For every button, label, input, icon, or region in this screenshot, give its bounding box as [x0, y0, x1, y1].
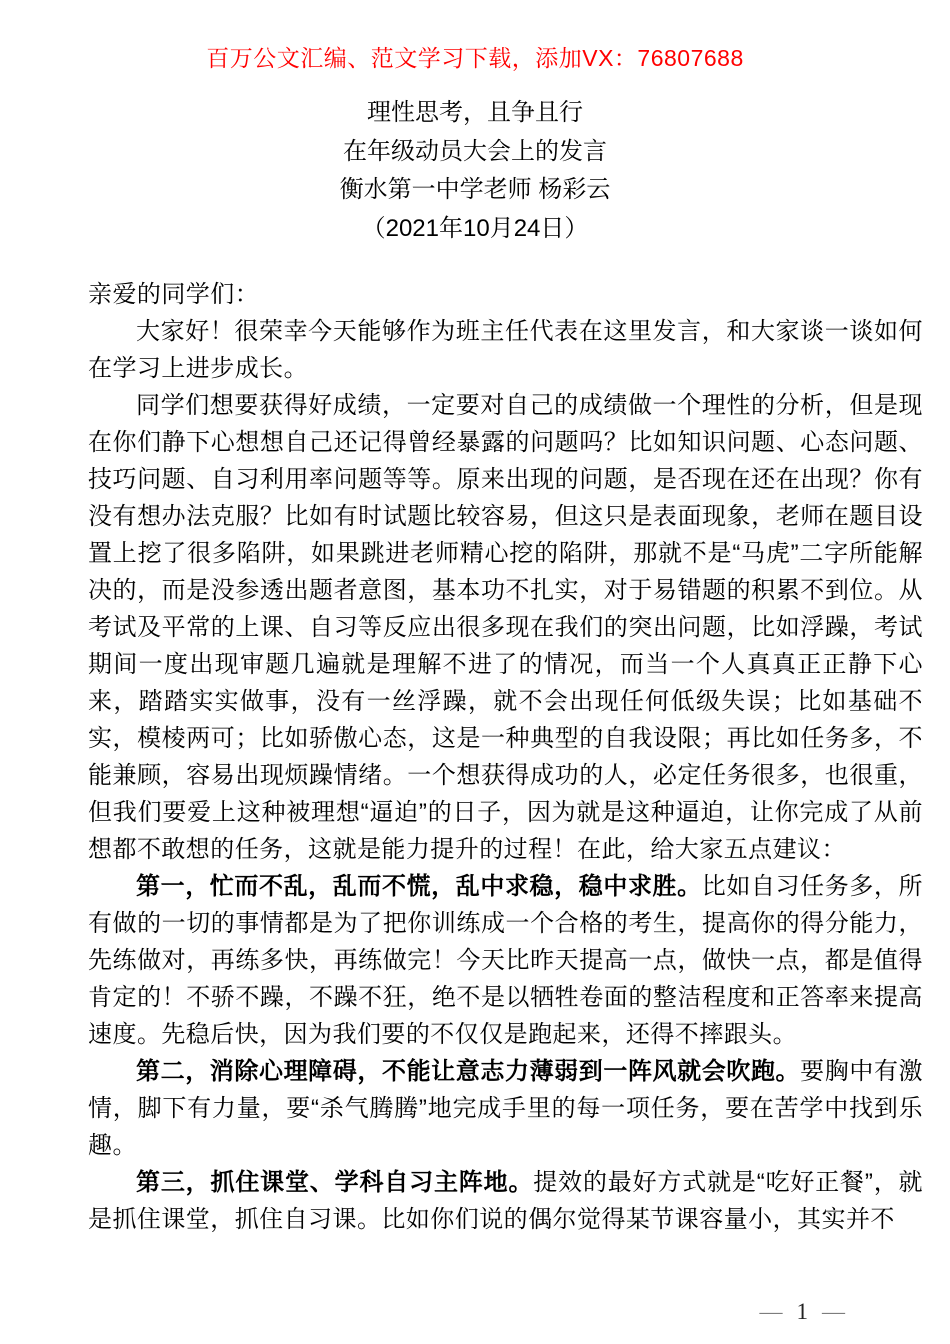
advice-1-text: 比如自习任务多，所有做的一切的事情都是为了把你训练成一个合格的考生，提高你的得分能力，先练做对，再练多快，再练做完！今天比昨天提高一点，做快一点，都是值得肯定的！不骄不躁，不躁不狂，绝不是以牺牲卷面的整洁程度和正答率来提高速度。先稳后快，因为我们要的不仅仅是跑起来，还得不摔跟头。 [88, 873, 923, 1048]
title-block [0, 94, 950, 248]
doc-date: （2021年10月24日） [361, 214, 589, 242]
doc-subtitle: 在年级动员大会上的发言 [343, 137, 607, 165]
advice-1-lead: 第一，忙而不乱，乱而不慌，乱中求稳，稳中求胜。 [136, 873, 702, 900]
promo-banner: 百万公文汇编、范文学习下载，添加VX：76807688 [206, 45, 744, 71]
paragraph-advice-3 [88, 1164, 923, 1238]
advice-2-lead: 第二，消除心理障碍，不能让意志力薄弱到一阵风就会吹跑。 [136, 1058, 801, 1085]
doc-author: 衡水第一中学老师 杨彩云 [339, 176, 611, 203]
page-number-dash-left: — [759, 1299, 783, 1324]
speech-body [88, 276, 923, 1238]
paragraph-advice-1 [88, 868, 923, 1053]
doc-title: 理性思考，且争且行 [367, 99, 583, 126]
paragraph-greeting: 大家好！很荣幸今天能够作为班主任代表在这里发言，和大家谈一谈如何在学习上进步成长。 [88, 318, 923, 382]
salutation: 亲爱的同学们： [88, 281, 260, 308]
page-number [760, 1300, 846, 1324]
advice-3-text: 提效的最好方式就是“吃好正餐”，就是抓住课堂，抓住自习课。比如你们说的偶尔觉得某节课容量小，其实并不 [88, 1169, 923, 1233]
advice-3-lead: 第三，抓住课堂、学科自习主阵地。 [136, 1169, 534, 1196]
paragraph-advice-2 [88, 1053, 923, 1164]
page-number-value: 1 [796, 1299, 808, 1324]
page-number-dash-right: — [822, 1299, 845, 1324]
advice-2-text: 要胸中有激情，脚下有力量，要“杀气腾腾”地完成手里的每一项任务，要在苦学中找到乐趣。 [88, 1058, 923, 1159]
paragraph-analysis: 同学们想要获得好成绩，一定要对自己的成绩做一个理性的分析，但是现在你们静下心想想自己还记得曾经暴露的问题吗？比如知识问题、心态问题、技巧问题、自习利用率问题等等。原来出现的问题，是否现在还在出现？你有没有想办法克服？比如有时试题比较容易，但这只是表面现象，老师在题目设置上挖了很多陷阱，如果跳进老师精心挖的陷阱，那就不是“马虎”二字所能解决的，而是没参透出题者意图，基本功不扎实，对于易错题的积累不到位。从考试及平常的上课、自习等反应出很多现在我们的突出问题，比如浮躁，考试期间一度出现审题几遍就是理解不进了的情况，而当一个人真真正正静下心来，踏踏实实做事，没有一丝浮躁，就不会出现任何低级失误；比如基础不实，模棱两可；比如骄傲心态，这是一种典型的自我设限；再比如任务多，不能兼顾，容易出现烦躁情绪。一个想获得成功的人，必定任务很多，也很重，但我们要爱上这种被理想“逼迫”的日子，因为就是这种逼迫，让你完成了从前想都不敢想的任务，这就是能力提升的过程！在此，给大家五点建议： [88, 392, 923, 863]
